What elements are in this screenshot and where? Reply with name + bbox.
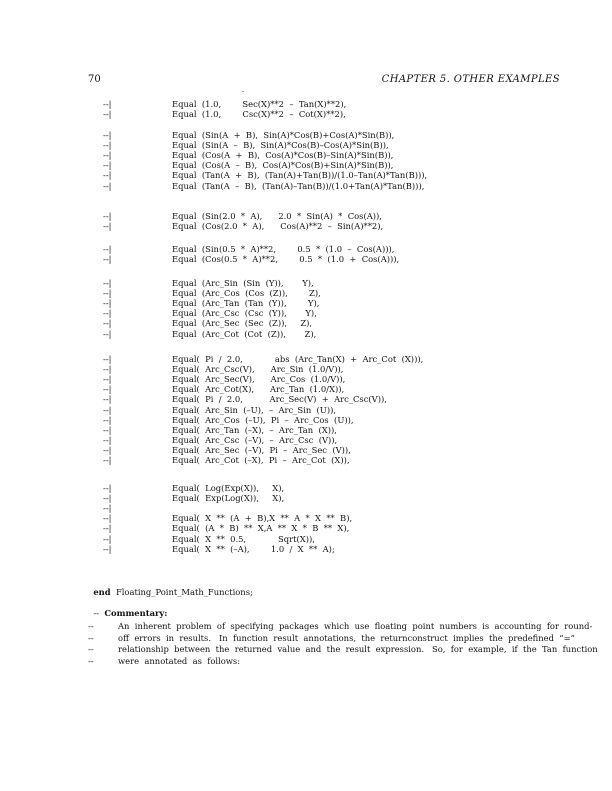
annotation-marker: --| <box>103 254 112 265</box>
code-text: Equal( Exp(Log(X)), X), <box>172 493 285 504</box>
annotation-marker: --| <box>103 414 112 425</box>
annotation-marker: --| <box>103 493 112 504</box>
code-text: Equal( Arc_Cot(X), Arc_Tan (1.0/X)), <box>172 384 345 395</box>
code-text: Equal (Sin(0.5 * A)**2, 0.5 * (1.0 – Cos(A))), <box>172 244 395 254</box>
code-text: Equal( Arc_Sin (–U), – Arc_Sin (U)), <box>172 404 337 415</box>
page-number: 70 <box>88 74 101 85</box>
annotation-marker: --| <box>103 308 112 319</box>
annotation-marker: --| <box>103 221 112 232</box>
annotation-marker: --| <box>103 455 112 465</box>
annotation-marker: --| <box>103 364 112 375</box>
code-text: Equal (Arc_Csc (Csc (Y)), Y), <box>172 308 317 319</box>
code-text: Equal( Arc_Cos (–U), Pi – Arc_Cos (U)), <box>172 414 354 425</box>
annotation-marker: --| <box>103 180 112 191</box>
prose-text: were annotated as follows: <box>118 655 241 666</box>
annotation-marker: --| <box>103 523 112 534</box>
code-text: Equal( Arc_Csc(V), Arc_Sin (1.0/V)), <box>172 364 344 375</box>
code-text: Equal( X ** 0.5, Sqrt(X)), <box>172 533 315 544</box>
annotation-marker: --| <box>103 444 112 455</box>
annotation-marker: --| <box>103 150 112 161</box>
code-text: Equal( (A * B) ** X,A ** X * B ** X), <box>172 523 350 534</box>
prose-text: off errors in results. In function result annotations, the returnconstruct implies the predefined “=” <box>118 632 575 643</box>
comment-marker: -- <box>88 644 94 654</box>
comment-marker: -- <box>88 632 94 643</box>
chapter-title: CHAPTER 5. OTHER EXAMPLES <box>381 74 560 85</box>
annotation-marker: --| <box>103 244 112 254</box>
code-text: Equal (Tan(A – B), (Tan(A)–Tan(B))/(1.0+Tan(A)*Tan(B))), <box>172 180 425 191</box>
code-text: Equal (Cos(A – B), Cos(A)*Cos(B)+Sin(A)*Sin(B)), <box>172 160 394 171</box>
commentary-marker: -- <box>93 608 99 618</box>
annotation-marker: --| <box>103 288 112 299</box>
code-text: Equal( Log(Exp(X)), X), <box>172 483 285 493</box>
code-text: Equal( Pi / 2.0, abs (Arc_Tan(X) + Arc_Cot (X))), <box>172 354 424 364</box>
code-text: Equal( Pi / 2.0, Arc_Sec(V) + Arc_Csc(V)), <box>172 394 387 405</box>
scan-speck <box>242 91 244 92</box>
annotation-marker: --| <box>103 354 112 364</box>
annotation-marker: --| <box>103 130 112 140</box>
code-text: Equal (Cos(A + B), Cos(A)*Cos(B)–Sin(A)*Sin(B)), <box>172 150 394 161</box>
code-text: Equal (Arc_Tan (Tan (Y)), Y), <box>172 298 320 309</box>
annotation-marker: --| <box>103 298 112 309</box>
annotation-marker: --| <box>103 160 112 171</box>
code-text: Equal( Arc_Sec(V), Arc_Cos (1.0/V)), <box>172 374 346 385</box>
code-text: Equal( Arc_Cot (–X), Pi – Arc_Cot (X)), <box>172 455 350 465</box>
comment-marker: -- <box>88 621 94 631</box>
comment-marker: -- <box>88 655 94 666</box>
code-text: Equal (Tan(A + B), (Tan(A)+Tan(B))/(1.0–Tan(A)*Tan(B))), <box>172 170 428 181</box>
code-text: Equal (Sin(A + B), Sin(A)*Cos(B)+Cos(A)*Sin(B)), <box>172 130 395 140</box>
code-text: Equal( X ** (–A), 1.0 / X ** A); <box>172 543 335 554</box>
annotation-marker: --| <box>103 278 112 288</box>
code-text: Equal (Arc_Cot (Cot (Z)), Z), <box>172 328 317 339</box>
annotation-marker: --| <box>103 434 112 445</box>
package-name: Floating_Point_Math_Functions; <box>115 587 253 597</box>
code-text: Equal (1.0, Csc(X)**2 – Cot(X)**2), <box>172 109 346 120</box>
annotation-marker: --| <box>103 374 112 385</box>
code-text: Equal (Arc_Sec (Sec (Z)), Z), <box>172 318 313 329</box>
annotation-marker: --| <box>103 513 112 524</box>
annotation-marker: --| <box>103 533 112 544</box>
annotation-marker: --| <box>103 503 112 514</box>
code-text: Equal (Arc_Cos (Cos (Z)), Z), <box>172 288 321 299</box>
end-statement <box>88 577 253 597</box>
code-text: Equal (Arc_Sin (Sin (Y)), Y), <box>172 278 314 288</box>
prose-text: relationship between the returned value and the result expression. So, for example, if the Tan function <box>118 644 598 654</box>
annotation-marker: --| <box>103 404 112 415</box>
commentary-title: Commentary: <box>104 608 168 618</box>
code-text: Equal( Arc_Csc (–V), – Arc_Csc (V)), <box>172 434 338 445</box>
annotation-marker: --| <box>103 170 112 181</box>
code-text: Equal( Arc_Tan (–X), – Arc_Tan (X)), <box>172 424 337 435</box>
code-text: Equal (Sin(A – B), Sin(A)*Cos(B)–Cos(A)*Sin(B)), <box>172 140 389 151</box>
end-keyword: end <box>93 587 111 597</box>
prose-text: An inherent problem of specifying packages which use floating point numbers is accounting for round- <box>118 621 593 631</box>
commentary-heading <box>88 598 167 618</box>
annotation-marker: --| <box>103 109 112 120</box>
code-text: Equal (1.0, Sec(X)**2 – Tan(X)**2), <box>172 99 347 109</box>
annotation-marker: --| <box>103 384 112 395</box>
annotation-marker: --| <box>103 483 112 493</box>
code-text: Equal( X ** (A + B),X ** A * X ** B), <box>172 513 353 524</box>
code-text: Equal( Arc_Sec (–V), Pi – Arc_Sec (V)), <box>172 444 351 455</box>
code-text: Equal (Cos(0.5 * A)**2, 0.5 * (1.0 + Cos(A))), <box>172 254 400 265</box>
annotation-marker: --| <box>103 211 112 221</box>
annotation-marker: --| <box>103 140 112 151</box>
annotation-marker: --| <box>103 543 112 554</box>
annotation-marker: --| <box>103 424 112 435</box>
annotation-marker: --| <box>103 394 112 405</box>
annotation-marker: --| <box>103 328 112 339</box>
code-text: Equal (Cos(2.0 * A), Cos(A)**2 – Sin(A)**2), <box>172 221 384 232</box>
annotation-marker: --| <box>103 99 112 109</box>
annotation-marker: --| <box>103 318 112 329</box>
code-text: Equal (Sin(2.0 * A), 2.0 * Sin(A) * Cos(A)), <box>172 211 382 221</box>
